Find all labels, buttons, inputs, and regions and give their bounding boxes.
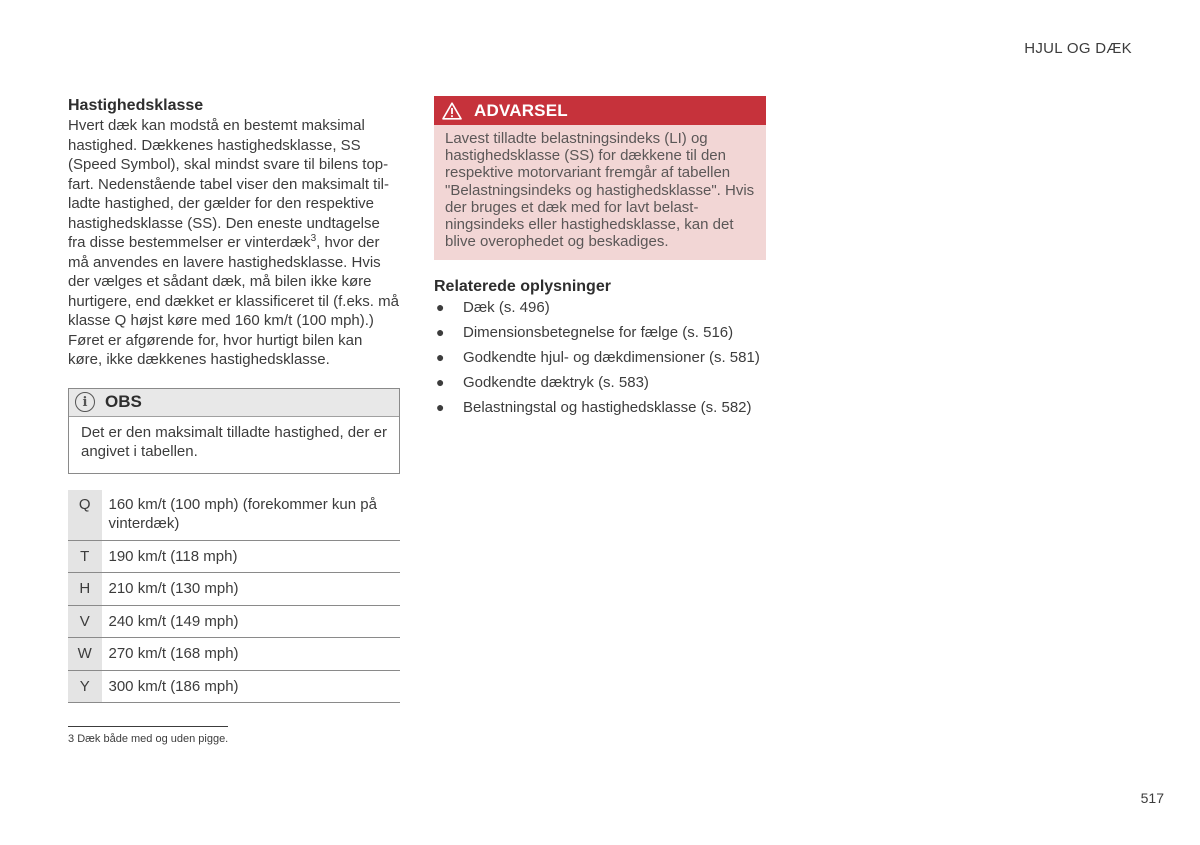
warning-header — [434, 96, 766, 125]
obs-note-box — [68, 388, 400, 474]
table-row — [68, 670, 400, 703]
page-number: 517 — [1140, 790, 1164, 806]
bullet-icon: ● — [436, 299, 445, 316]
speed-class-cell: W — [68, 638, 102, 671]
left-column — [68, 96, 400, 703]
obs-note-text: Det er den maksimalt tilladte hastighed, der er angivet i tabellen. — [81, 423, 387, 460]
bullet-icon: ● — [436, 399, 445, 416]
related-link[interactable] — [434, 348, 766, 368]
footnote-reference[interactable]: 3 — [310, 233, 317, 244]
speed-class-table — [68, 490, 400, 704]
related-link-label: Godkendte hjul- og dækdimensioner (s. 581) — [463, 349, 760, 367]
table-row — [68, 540, 400, 573]
warning-text: Lavest tilladte belastningsindeks (LI) og hastighedsklasse (SS) for dækkene til den respektive motorvariant fremgår af tabellen "Belastningsindeks og hastighedsklasse". Hvis der bruges et dæk med for lavt belastningsindeks eller hastighedsklasse, kan det blive overophedet og beskadiges. — [434, 125, 766, 260]
table-row — [68, 638, 400, 671]
warning-box — [434, 96, 766, 260]
info-icon: i — [75, 392, 95, 412]
related-link[interactable] — [434, 323, 766, 343]
related-link[interactable] — [434, 298, 766, 318]
related-link-label: Dimensionsbetegnelse for fælge (s. 516) — [463, 324, 734, 342]
max-speed-cell: 270 km/t (168 mph) — [102, 638, 400, 671]
bullet-icon: ● — [436, 324, 445, 341]
speed-class-cell: V — [68, 605, 102, 638]
footnote-text: Dæk både med og uden pigge. — [77, 733, 229, 745]
max-speed-cell: 240 km/t (149 mph) — [102, 605, 400, 638]
warning-triangle-icon — [442, 102, 462, 120]
max-speed-cell: 210 km/t (130 mph) — [102, 573, 400, 606]
max-speed-cell: 160 km/t (100 mph) (forekommer kun på vinterdæk) — [102, 490, 400, 541]
obs-note-header — [69, 389, 399, 417]
footnote-marker: 3 — [68, 733, 75, 745]
speed-class-cell: T — [68, 540, 102, 573]
section-heading: Hastighedsklasse — [68, 97, 204, 114]
max-speed-cell: 300 km/t (186 mph) — [102, 670, 400, 703]
footnote — [68, 733, 228, 745]
section-header: HJUL OG DÆK — [1024, 40, 1132, 57]
speed-class-cell: H — [68, 573, 102, 606]
related-link[interactable] — [434, 398, 766, 418]
related-list — [434, 298, 766, 418]
speed-class-cell: Q — [68, 490, 102, 541]
table-row — [68, 573, 400, 606]
table-row — [68, 605, 400, 638]
warning-title: ADVARSEL — [474, 100, 568, 120]
related-link-label: Godkendte dæktryk (s. 583) — [463, 374, 649, 392]
body-paragraph-part-a: Hvert dæk kan modstå en bestemt maksimal hastighed. Dækkenes hastighedsklasse, SS (Speed Symbol), skal mindst svare til bilens topfart. Nedenstående tabel viser den maksimalt tilladte hastighed, der gælder for den respektive hastighedsklasse (SS). Den eneste undtagelse fra disse bestemmelser er vinterdæk — [68, 117, 389, 251]
body-paragraph-part-b: , hvor der må anvendes en lavere hastighedsklasse. Hvis der vælges et sådant dæk, må bilen ikke køre hurtigere, end dækket er klassificeret til (f.eks. må klasse Q højst køre med 160 km/t (100 mph).) Føret er afgørende for, hvor hurtigt bilen kan køre, ikke dækkenes hastighedsklasse. — [68, 234, 399, 368]
speed-class-cell: Y — [68, 670, 102, 703]
related-link-label: Belastningstal og hastighedsklasse (s. 582) — [463, 399, 752, 417]
bullet-icon: ● — [436, 374, 445, 391]
bullet-icon: ● — [436, 349, 445, 366]
footnote-divider — [68, 726, 228, 727]
related-heading: Relaterede oplysninger — [434, 278, 611, 296]
table-row — [68, 490, 400, 541]
obs-note-title: OBS — [105, 392, 142, 411]
max-speed-cell: 190 km/t (118 mph) — [102, 540, 400, 573]
right-column — [434, 96, 766, 423]
related-link[interactable] — [434, 373, 766, 393]
body-paragraph — [68, 116, 400, 370]
related-link-label: Dæk (s. 496) — [463, 299, 550, 317]
